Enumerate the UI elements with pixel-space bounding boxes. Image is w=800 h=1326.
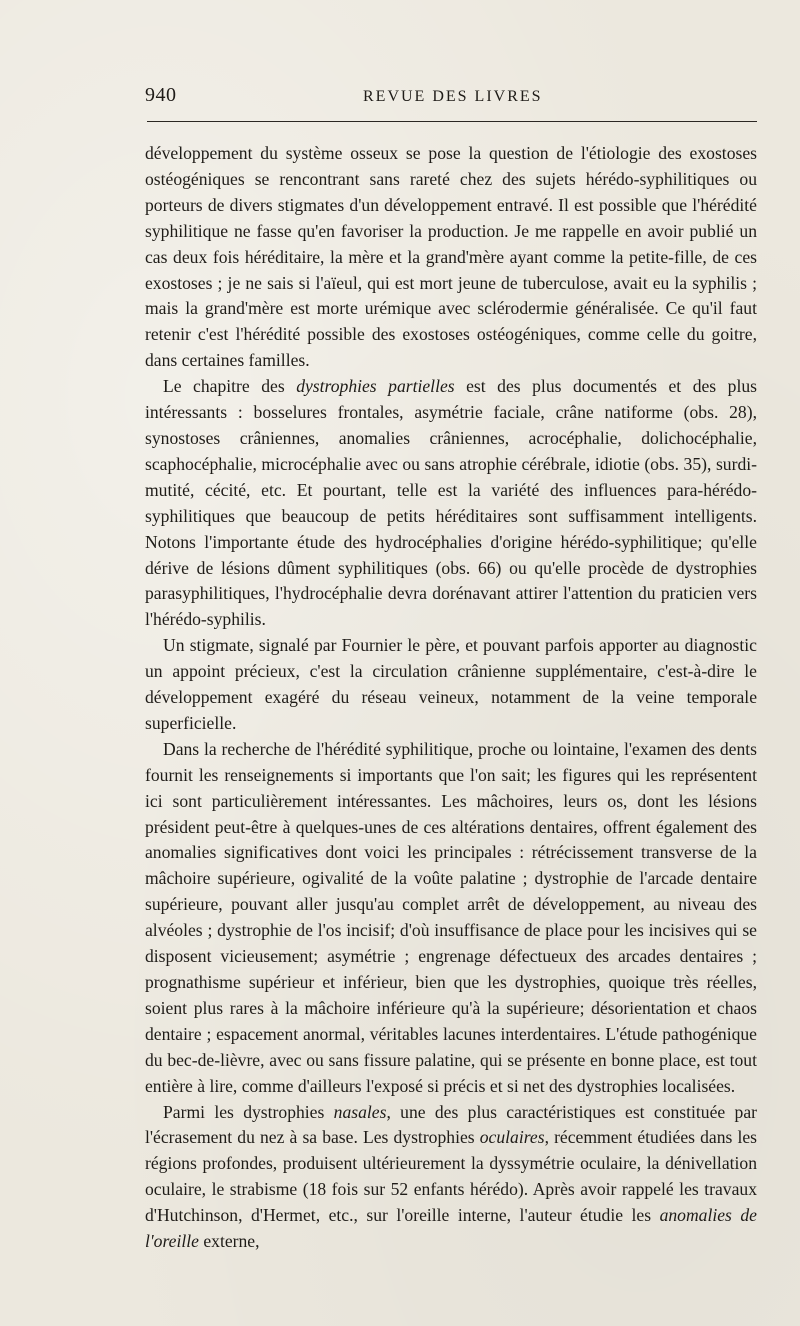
page-number: 940 bbox=[145, 84, 177, 106]
body-text bbox=[145, 141, 757, 1255]
text-segment: Dans la recherche de l'hérédité syphilitique, proche ou lointaine, l'examen des dents fournit les renseignements si importants que l'on sait; les figures qui les représentent ici sont particulièrement intéressantes. Les mâchoires, leurs os, dont les lésions président peut-être à quelques-unes de ces altérations dentaires, offrent également des anomalies significatives dont voici les principales : rétrécissement transverse de la mâchoire supérieure, ogivalité de la voûte palatine ; dystrophie de l'arcade dentaire supérieure, pouvant aller jusqu'au complet arrêt de développement, au niveau des alvéoles ; dystrophie de l'os incisif; d'où insuffisance de place pour les incisives qui se disposent vicieusement; asymétrie ; engrenage défectueux des arcades dentaires ; prognathisme supérieur et inférieur, bien que les dystrophies, quoique très réelles, soient plus rares à la mâchoire inférieure qu'à la supérieure; désorientation et chaos dentaire ; espacement anormal, véritables lacunes interdentaires. L'étude pathogénique du bec-de-lièvre, avec ou sans fissure palatine, qui se présente en bonne place, est tout entière à lire, comme d'ailleurs l'exposé si précis et si net des dystrophies localisées. bbox=[145, 738, 757, 1096]
italic-term: nasales bbox=[333, 1101, 387, 1122]
text-segment: Un stigmate, signalé par Fournier le père, et pouvant parfois apporter au diagnostic un appoint précieux, c'est la circulation crânienne supplémentaire, c'est-à-dire le développement exagéré du réseau veineux, notamment de la veine temporale superficielle. bbox=[145, 635, 757, 733]
header-rule bbox=[147, 121, 757, 122]
text-segment: Le chapitre des bbox=[163, 376, 297, 397]
paragraph-4 bbox=[145, 737, 757, 1100]
page-header bbox=[145, 84, 755, 110]
italic-term: dystrophies partielles bbox=[296, 376, 455, 397]
text-segment: externe, bbox=[198, 1231, 260, 1252]
text-segment: développement du système osseux se pose la question de l'étiologie des exostoses ostéogéniques se rencontrant sans rareté chez des sujets hérédo-syphilitiques ou porteurs de divers stigmates d'un développement entravé. Il est possible que l'hérédité syphilitique ne fasse qu'en favoriser la production. Je me rappelle en avoir publié un cas deux fois héréditaire, la mère et la grand'mère ayant comme la petite-fille, de ces exostoses ; je ne sais si l'aïeul, qui est mort jeune de tuberculose, avait eu la syphilis ; mais la grand'mère est morte urémique avec sclérodermie généralisée. Ce qu'il faut retenir c'est l'hérédité possible des exostoses ostéogéniques, comme celle du goitre, dans certaines familles. bbox=[145, 143, 757, 371]
running-title: REVUE DES LIVRES bbox=[363, 88, 543, 105]
paragraph-5 bbox=[145, 1100, 757, 1255]
text-segment: Parmi les dystrophies bbox=[163, 1101, 334, 1122]
paragraph-2 bbox=[145, 374, 757, 633]
text-segment: , une des plus caractéristiques est constituée par l'écrasement du nez à sa base. Les dystrophies bbox=[145, 1101, 757, 1148]
paragraph-3 bbox=[145, 633, 757, 737]
italic-term: oculaires bbox=[479, 1127, 545, 1148]
italic-term: anomalies de l'oreille bbox=[145, 1205, 757, 1252]
text-segment: , récemment étudiées dans les régions profondes, produisent ultérieurement la dyssymétrie oculaire, la dénivellation oculaire, le strabisme (18 fois sur 52 enfants hérédo). Après avoir rappelé les travaux d'Hutchinson, d'Hermet, etc., sur l'oreille interne, l'auteur étudie les bbox=[145, 1127, 757, 1226]
paragraph-1 bbox=[145, 141, 757, 374]
text-segment: est des plus documentés et des plus intéressants : bosselures frontales, asymétrie faciale, crâne natiforme (obs. 28), synostoses crâniennes, anomalies crâniennes, acrocéphalie, dolichocéphalie, scaphocéphalie, microcéphalie avec ou sans atrophie cérébrale, idiotie (obs. 35), surdi-mutité, cécité, etc. Et pourtant, telle est la variété des influences para-hérédo-syphilitiques que beaucoup de petits héréditaires sont suffisamment intelligents. Notons l'importante étude des hydrocéphalies d'origine hérédo-syphilitique; qu'elle dérive de lésions dûment syphilitiques (obs. 66) ou qu'elle procède de dystrophies parasyphilitiques, l'hydrocéphalie devra dorénavant attirer l'attention du praticien vers l'hérédo-syphilis. bbox=[145, 376, 757, 630]
